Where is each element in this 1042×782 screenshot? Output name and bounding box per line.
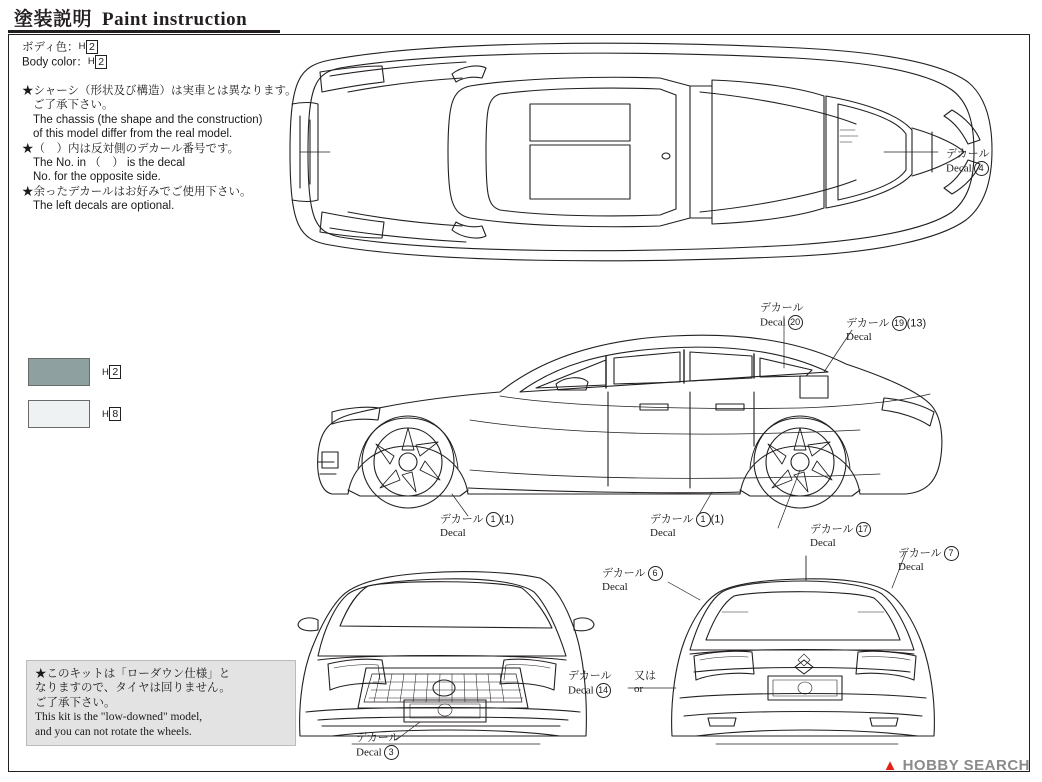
callout-17-ja: デカール	[810, 523, 854, 536]
callout-3-number: 3	[384, 745, 399, 760]
note-1-ja-line1: ★シャーシ（形状及び構造）は実車とは異なります。	[22, 85, 297, 97]
lowdown-en-1: This kit is the "low-downed" model,	[35, 711, 203, 724]
note-1	[22, 84, 298, 142]
callout-4-number: 4	[974, 161, 989, 176]
callout-19-number: 19	[892, 316, 907, 331]
note-2-ja-line2: The No. in （ ） is the decal	[33, 157, 186, 170]
callout-decal-7	[898, 546, 959, 574]
paint-code-prefix-ja: H	[78, 41, 85, 52]
page-title	[14, 4, 247, 31]
callout-4-en: Decal	[946, 162, 972, 175]
callout-7-ja: デカール	[898, 547, 942, 560]
swatch-row-1	[28, 358, 121, 386]
swatch-label-h2	[102, 365, 121, 379]
callout-14-number: 14	[596, 683, 611, 698]
callout-1R-ja: デカール	[650, 513, 694, 526]
body-color-block	[22, 40, 107, 70]
lowdown-note-box	[26, 660, 296, 746]
callout-3-en: Decal	[356, 746, 382, 759]
note-2-ja-line1: ★（ ）内は反対側のデカール番号です。	[22, 142, 240, 155]
callout-6-ja: デカール	[602, 567, 646, 580]
swatch-h8	[28, 400, 90, 428]
swatch-code-1: 2	[109, 365, 121, 379]
callout-decal-6	[602, 566, 663, 594]
paint-code-prefix-en: H	[87, 55, 95, 67]
body-color-label-ja: ボディ色：	[22, 41, 79, 54]
callout-decal-1-left	[440, 512, 514, 540]
swatch-code-2: 8	[109, 407, 121, 421]
callout-decal-3	[356, 732, 400, 760]
note-3-ja-line1: ★余ったデカールはお好みでご使用下さい。	[22, 185, 252, 198]
lowdown-en-2: and you can not rotate the wheels.	[35, 725, 192, 738]
callout-1L-alt-number: (1)	[500, 513, 515, 526]
watermark	[883, 757, 1030, 774]
callout-1R-en: Decal	[650, 527, 676, 539]
lowdown-ja-1: ★このキットは「ローダウン仕様」と	[35, 668, 231, 680]
callout-20-number: 20	[788, 315, 803, 330]
note-3	[22, 185, 298, 214]
callout-decal-4	[946, 148, 990, 176]
callout-20-en: Decal	[760, 316, 786, 329]
callout-decal-20	[760, 302, 804, 330]
callout-1L-en: Decal	[440, 527, 466, 539]
callout-6-en: Decal	[602, 581, 628, 593]
callout-19-en: Decal	[846, 331, 872, 343]
lowdown-ja-3: ご了承下さい。	[35, 696, 116, 709]
callout-3-ja: デカール	[356, 732, 400, 744]
callout-17-number: 17	[856, 522, 871, 537]
swatch-row-2	[28, 400, 121, 428]
callout-1R-alt-number: (1)	[710, 513, 725, 526]
note-2	[22, 142, 298, 185]
note-3-en-line1: The left decals are optional.	[33, 200, 175, 213]
swatch-prefix-2: H	[102, 408, 109, 420]
callout-19-ja: デカール	[846, 317, 890, 330]
callout-19-alt-number: (13)	[906, 317, 927, 330]
note-1-en-line1: The chassis (the shape and the construction)	[33, 113, 263, 126]
callout-decal-1-right	[650, 512, 724, 540]
callout-4-ja: デカール	[946, 148, 990, 160]
callout-6-number: 6	[648, 566, 663, 581]
callout-or-label	[634, 670, 656, 696]
notes-block	[22, 84, 298, 214]
watermark-text: HOBBY SEARCH	[902, 757, 1030, 774]
or-label-ja: 又は	[634, 670, 656, 682]
swatch-prefix-1: H	[102, 366, 109, 378]
body-color-label-en: Body color：	[22, 56, 88, 69]
page-title-ja: 塗装説明	[14, 9, 93, 30]
callout-17-en: Decal	[810, 537, 836, 549]
page-title-en: Paint instruction	[102, 9, 248, 30]
callout-1R-number: 1	[696, 512, 711, 527]
callout-decal-17	[810, 522, 871, 550]
paint-code-number-en: 2	[95, 55, 107, 69]
callout-decal-14	[568, 670, 612, 698]
callout-14-ja: デカール	[568, 670, 612, 682]
color-swatches	[28, 358, 121, 442]
or-label-en: or	[634, 683, 644, 695]
callout-14-en: Decal	[568, 684, 594, 697]
note-1-en-line2: of this model differ from the real model.	[33, 128, 233, 141]
swatch-label-h8	[102, 407, 121, 421]
paint-code-number-ja: 2	[86, 40, 98, 54]
note-1-ja-line2: ご了承下さい。	[33, 99, 114, 112]
callout-20-ja: デカール	[760, 302, 804, 314]
callout-1L-number: 1	[486, 512, 501, 527]
lowdown-ja-2: なりますので、タイヤは回りません。	[35, 682, 231, 695]
swatch-h2	[28, 358, 90, 386]
watermark-mark: ▲	[882, 757, 898, 774]
callout-1L-ja: デカール	[440, 513, 484, 526]
callout-7-number: 7	[944, 546, 959, 561]
callout-decal-19	[846, 316, 926, 344]
callout-7-en: Decal	[898, 561, 924, 573]
note-2-en-line1: No. for the opposite side.	[33, 171, 161, 184]
title-underline	[8, 30, 280, 33]
